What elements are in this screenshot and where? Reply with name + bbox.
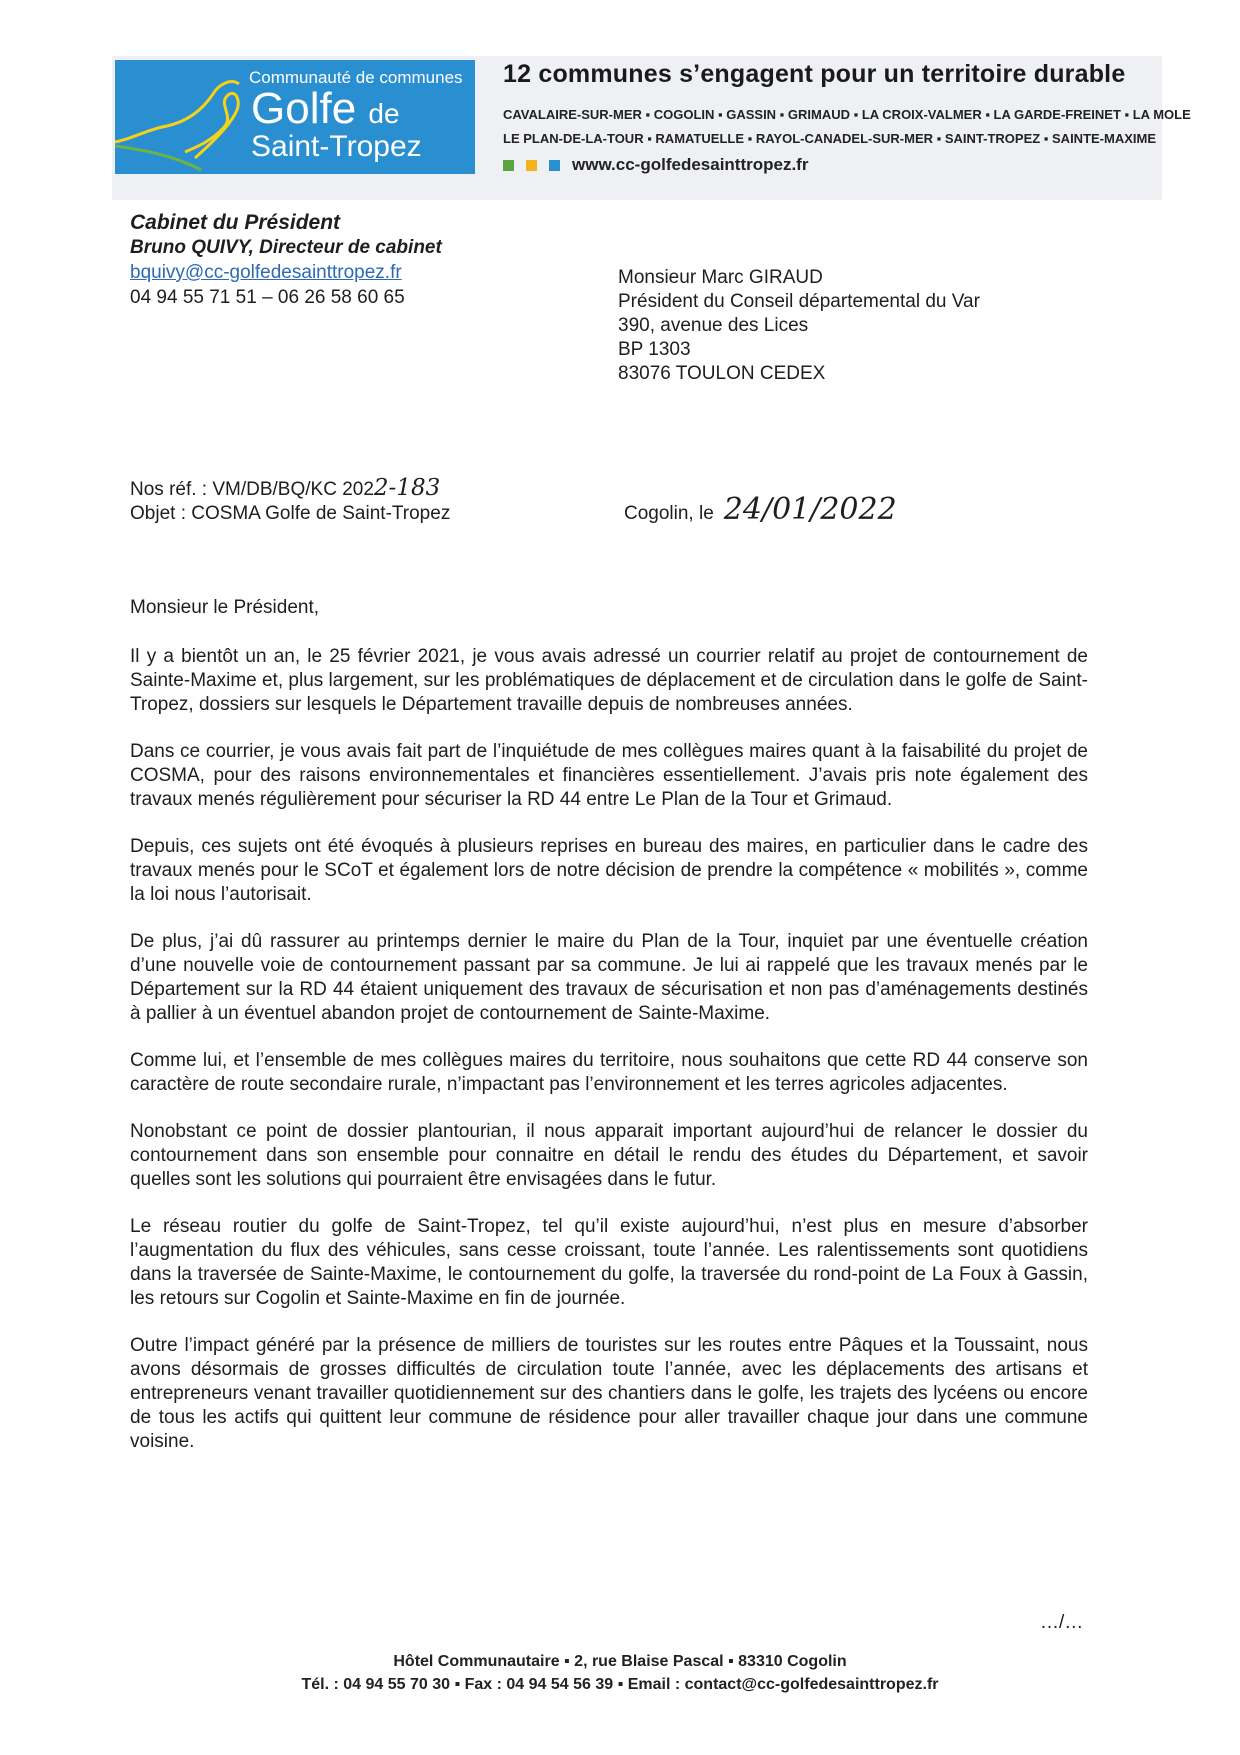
- paragraph: Outre l’impact généré par la présence de milliers de touristes sur les routes entre Pâques et la Toussaint, nous avons désormais de grosses difficultés de circulation toute l’année, avec les déplacements des artisans et entrepreneurs venant travailler quotidiennement sur des chantiers dans le golfe, les trajets des lycéens ou encore de tous les actifs qui quittent leur commune de résidence pour aller travailler chaque jour dans une commune voisine.: [130, 1335, 1088, 1452]
- paragraph: Le réseau routier du golfe de Saint-Tropez, tel qu’il existe aujourd’hui, n’est plus en mesure d’absorber l’augmentation du flux des véhicules, sans cesse croissant, toute l’année. Les ralentissements sont quotidiens dans la traversée de Sainte-Maxime, le contournement du golfe, la traversée du rond-point de La Foux à Gassin, les retours sur Cogolin et Sainte-Maxime en fin de journée.: [130, 1216, 1088, 1309]
- salutation: Monsieur le Président,: [130, 597, 320, 618]
- footer: [0, 1650, 1240, 1696]
- logo-subtitle: Communauté de communes: [249, 68, 463, 87]
- reference-number: Nos réf. : VM/DB/BQ/KC 2022-183: [130, 475, 441, 501]
- paragraph: De plus, j’ai dû rassurer au printemps dernier le maire du Plan de la Tour, inquiet par une éventuelle création d’une nouvelle voie de contournement passant par sa commune. Je lui ai rappelé que les travaux menés par le Département sur la RD 44 étaient uniquement des travaux de sécurisation et non pas d’aménagements destinés à pallier à un éventuel abandon projet de contournement de Sainte-Maxime.: [130, 931, 1088, 1024]
- date-line: [624, 492, 897, 527]
- logo: [115, 60, 475, 174]
- paragraph: Il y a bientôt un an, le 25 février 2021, je vous avais adressé un courrier relatif au projet de contournement de Sainte-Maxime et, plus largement, sur les problématiques de déplacement et de circulation dans le golfe de Saint-Tropez, dossiers sur lesquels le Département travaille depuis de nombreuses années.: [130, 646, 1088, 715]
- tagline: 12 communes s’engagent pour un territoire durable: [503, 60, 1126, 88]
- handwritten-date: 24/01/2022: [723, 492, 897, 527]
- paragraph: Comme lui, et l’ensemble de mes collègues maires du territoire, nous souhaitons que cette RD 44 conserve son caractère de route secondaire rurale, n’impactant pas l’environnement et les terres agricoles adjacentes.: [130, 1050, 1088, 1095]
- letter-object: Objet : COSMA Golfe de Saint-Tropez: [130, 503, 451, 524]
- green-square-icon: [503, 160, 514, 171]
- blue-square-icon: [549, 160, 560, 171]
- logo-title: Golfe de: [251, 84, 400, 133]
- sender-phones: 04 94 55 71 51 – 06 26 58 60 65: [130, 287, 405, 308]
- communes-list-line2: LE PLAN-DE-LA-TOUR ▪ RAMATUELLE ▪ RAYOL-CANADEL-SUR-MER ▪ SAINT-TROPEZ ▪ SAINTE-MAXIME: [503, 131, 1157, 146]
- recipient-address: [618, 266, 980, 386]
- sender-title: Cabinet du Président: [130, 211, 341, 234]
- yellow-square-icon: [526, 160, 537, 171]
- reference-block: [130, 476, 450, 526]
- recipient-city: 83076 TOULON CEDEX: [618, 363, 826, 384]
- recipient-name: Monsieur Marc GIRAUD: [618, 267, 823, 288]
- recipient-bp: BP 1303: [618, 339, 691, 360]
- footer-address: Hôtel Communautaire ▪ 2, rue Blaise Pascal ▪ 83310 Cogolin: [393, 1653, 847, 1670]
- recipient-street: 390, avenue des Lices: [618, 315, 809, 336]
- recipient-function: Président du Conseil départemental du Var: [618, 291, 980, 312]
- date-place: Cogolin, le: [624, 503, 714, 524]
- letter-body: [130, 645, 1088, 1477]
- continued-marker: …/…: [1040, 1612, 1084, 1633]
- paragraph: Nonobstant ce point de dossier plantourian, il nous apparait important aujourd’hui de relancer le dossier du contournement dans son ensemble pour connaitre en détail le rendu des études du Département, et savoir quelles sont les solutions qui pourraient être envisagées dans le futur.: [130, 1121, 1088, 1190]
- handwritten-ref: 2-183: [373, 475, 441, 501]
- footer-contact: Tél. : 04 94 55 70 30 ▪ Fax : 04 94 54 56 39 ▪ Email : contact@cc-golfedesainttropez.fr: [301, 1676, 939, 1693]
- website-link[interactable]: www.cc-golfedesainttropez.fr: [572, 155, 809, 174]
- sender-email-link[interactable]: bquivy@cc-golfedesainttropez.fr: [130, 262, 402, 283]
- sender-block: [130, 210, 442, 310]
- logo-place: Saint-Tropez: [251, 130, 422, 163]
- sender-name: Bruno QUIVY, Directeur de cabinet: [130, 237, 442, 258]
- website: [503, 155, 808, 175]
- paragraph: Depuis, ces sujets ont été évoqués à plusieurs reprises en bureau des maires, en particulier dans le cadre des travaux menés pour le SCoT et également lors de notre décision de prendre la compétence « mobilités », comme la loi nous l’autorisait.: [130, 836, 1088, 905]
- communes-list-line1: CAVALAIRE-SUR-MER ▪ COGOLIN ▪ GASSIN ▪ GRIMAUD ▪ LA CROIX-VALMER ▪ LA GARDE-FREINET ▪ LA MOLE: [503, 107, 1191, 122]
- paragraph: Dans ce courrier, je vous avais fait part de l’inquiétude de mes collègues maires quant à la faisabilité du projet de COSMA, pour des raisons environnementales et financières essentiellement. J’avais pris note également des travaux menés régulièrement pour sécuriser la RD 44 entre Le Plan de la Tour et Grimaud.: [130, 741, 1088, 810]
